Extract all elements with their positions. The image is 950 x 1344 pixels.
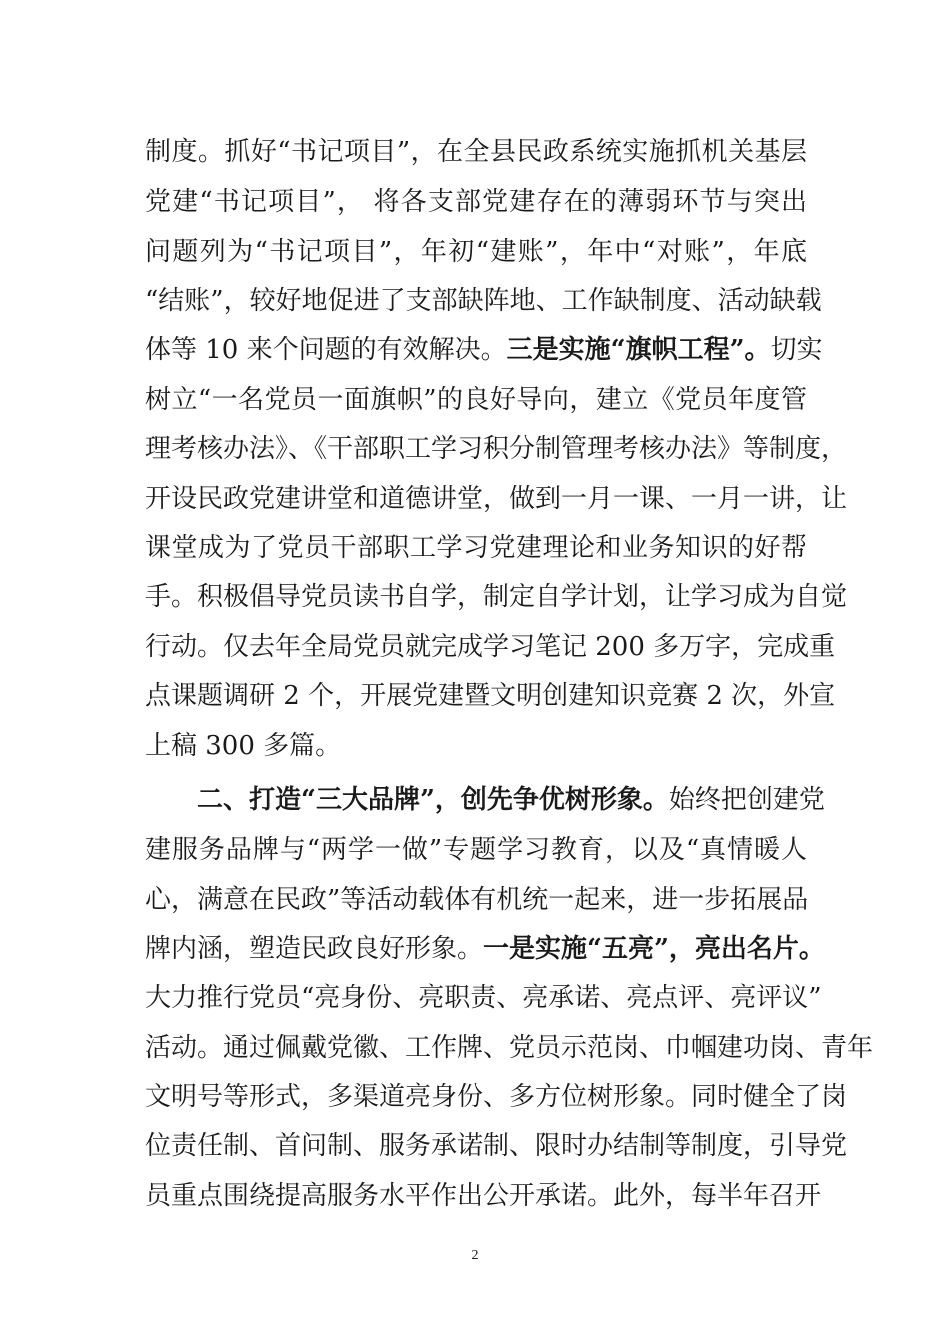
text-line (145, 1031, 874, 1065)
bold-text-segment: 一是实施“五亮”，亮出名片。 (483, 934, 825, 964)
text-segment: 活动。通过佩戴党徽、工作牌、党员示范岗、巾帼建功岗、青年 (145, 1033, 874, 1063)
text-segment: 大力推行党员“亮身份、亮职责、亮承诺、亮点评、亮评议” (145, 983, 822, 1013)
text-line (145, 630, 836, 664)
text-segment: 问题列为“书记项目”，年初“建账”，年中“对账”，年底 (145, 237, 807, 267)
page-number: 2 (471, 1248, 479, 1263)
text-segment: 点课题调研 2 个，开展党建暨文明创建知识竞赛 2 次，外宣 (145, 681, 836, 711)
text-segment: 树立“一名党员一面旗帜”的良好导向，建立《党员年度管 (145, 385, 807, 415)
bold-text-segment: 二、打造“三大品牌”，创先争优树形象。 (197, 785, 669, 815)
text-line (145, 1080, 848, 1114)
text-line (145, 432, 848, 466)
text-line (145, 729, 807, 763)
text-line (145, 185, 807, 219)
text-line (145, 883, 807, 917)
text-line (145, 580, 848, 614)
text-segment: 切实 (770, 335, 823, 365)
text-line (145, 833, 807, 867)
text-segment: 员重点围绕提高服务水平作出公开承诺。此外，每半年召开 (145, 1181, 822, 1211)
text-line (145, 333, 823, 367)
text-line (197, 783, 825, 817)
text-segment: “结账”，较好地促进了支部缺阵地、工作缺制度、活动缺载 (145, 286, 822, 316)
text-line (145, 679, 836, 713)
text-segment: 行动。仅去年全局党员就完成学习笔记 200 多万字，完成重 (145, 632, 836, 662)
text-segment: 上稿 300 多篇。 (145, 731, 342, 761)
text-segment: 位责任制、首问制、服务承诺制、限时办结制等制度，引导党 (145, 1131, 848, 1161)
text-segment: 理考核办法》、《干部职工学习积分制管理考核办法》等制度， (145, 434, 848, 464)
text-segment: 始终把创建党 (668, 785, 825, 815)
text-segment: 制度。抓好“书记项目”，在全县民政系统实施抓机关基层 (145, 137, 807, 167)
text-line (145, 284, 822, 318)
text-line (145, 135, 807, 169)
text-segment: 课堂成为了党员干部职工学习党建理论和业务知识的好帮 (145, 533, 807, 563)
text-segment: 手。积极倡导党员读书自学，制定自学计划，让学习成为自觉 (145, 582, 848, 612)
text-line (145, 531, 807, 565)
text-segment: 文明号等形式，多渠道亮身份、多方位树形象。同时健全了岗 (145, 1082, 848, 1112)
text-segment: 牌内涵，塑造民政良好形象。 (145, 934, 484, 964)
text-line (145, 932, 825, 966)
text-segment: 心，满意在民政”等活动载体有机统一起来，进一步拓展品 (145, 885, 809, 915)
text-segment: 开设民政党建讲堂和道德讲堂，做到一月一课、一月一讲，让 (145, 484, 848, 514)
text-line (145, 1179, 822, 1213)
bold-text-segment: 三是实施“旗帜工程”。 (506, 335, 771, 365)
text-segment: 党建“书记项目”， 将各支部党建存在的薄弱环节与突出 (145, 187, 807, 217)
text-line (145, 981, 822, 1015)
text-line (145, 482, 848, 516)
text-segment: 体等 10 来个问题的有效解决。 (145, 335, 507, 365)
text-line (145, 1129, 848, 1163)
text-line (145, 235, 807, 269)
text-segment: 建服务品牌与“两学一做”专题学习教育，以及“真情暖人 (145, 835, 807, 865)
text-line (145, 383, 807, 417)
